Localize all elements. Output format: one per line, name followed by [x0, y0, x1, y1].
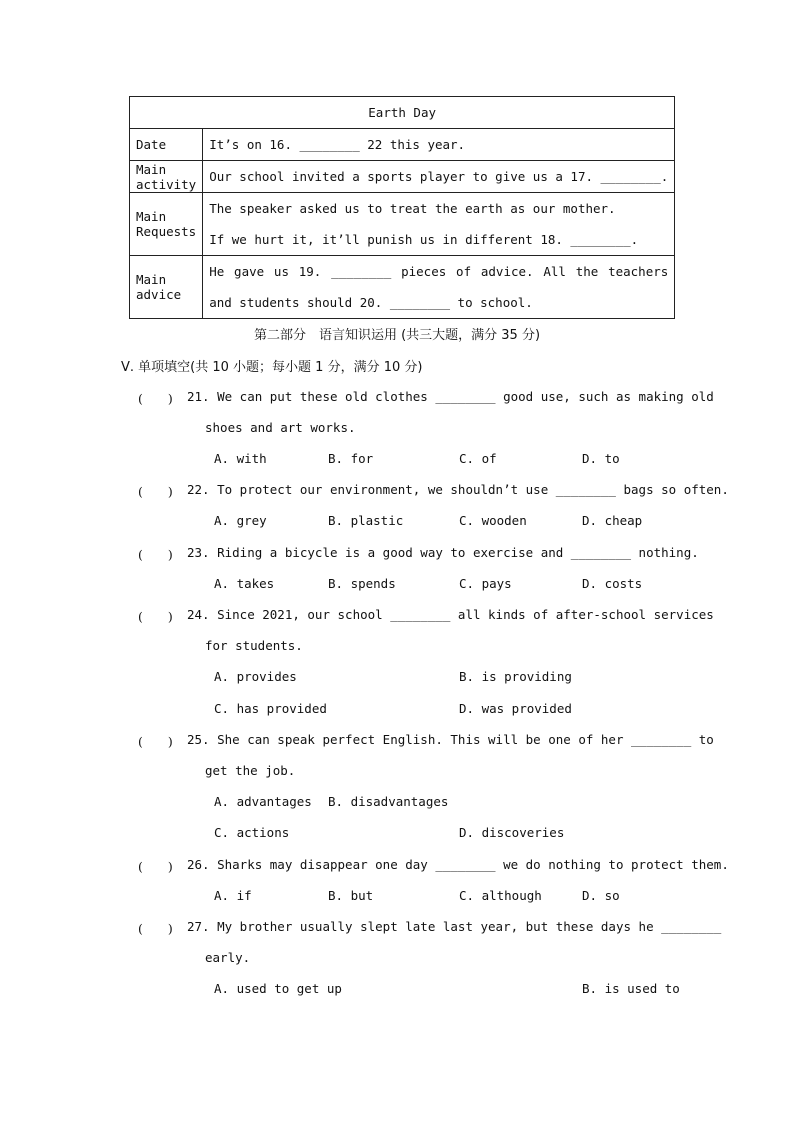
row-value-requests: The speaker asked us to treat the earth as our mother. If we hurt it, it’ll punish us in different 18. ________. [203, 193, 675, 256]
option-a[interactable]: A. advantages [214, 794, 312, 809]
option-b[interactable]: B. spends [328, 576, 396, 591]
row-value-date: It’s on 16. ________ 22 this year. [203, 129, 675, 161]
option-d[interactable]: D. discoveries [459, 825, 565, 840]
option-a[interactable]: A. used to get up [214, 981, 342, 996]
option-a[interactable]: A. grey [214, 513, 267, 528]
question-text-cont: early. [205, 950, 251, 965]
option-b[interactable]: B. disadvantages [328, 794, 449, 809]
row-key-date: Date [130, 129, 203, 161]
row-key-requests: Main Requests [130, 193, 203, 256]
answer-blank[interactable]: ( ) [138, 391, 173, 406]
option-b[interactable]: B. but [328, 888, 374, 903]
answer-blank[interactable]: ( ) [138, 859, 173, 874]
question-text-cont: get the job. [205, 763, 296, 778]
option-b[interactable]: B. plastic [328, 513, 404, 528]
answer-blank[interactable]: ( ) [138, 609, 173, 624]
option-d[interactable]: D. cheap [582, 513, 643, 528]
row-key-advice: Main advice [130, 256, 203, 319]
answer-blank[interactable]: ( ) [138, 921, 173, 936]
option-b[interactable]: B. is used to [582, 981, 680, 996]
option-d[interactable]: D. costs [582, 576, 643, 591]
question-text: 26. Sharks may disappear one day ________ we do nothing to protect them. [187, 857, 729, 872]
answer-blank[interactable]: ( ) [138, 484, 173, 499]
part-title: Ⅴ. 单项填空(共 10 小题；每小题 1 分，满分 10 分) [121, 360, 423, 375]
question-text: 24. Since 2021, our school ________ all kinds of after-school services [187, 607, 714, 622]
option-c[interactable]: C. actions [214, 825, 290, 840]
question-text: 27. My brother usually slept late last year, but these days he ________ [187, 919, 722, 934]
answer-blank[interactable]: ( ) [138, 547, 173, 562]
option-c[interactable]: C. pays [459, 576, 512, 591]
option-c[interactable]: C. although [459, 888, 542, 903]
question-text: 25. She can speak perfect English. This will be one of her ________ to [187, 732, 714, 747]
option-d[interactable]: D. so [582, 888, 620, 903]
question-text-cont: shoes and art works. [205, 420, 356, 435]
option-b[interactable]: B. for [328, 451, 374, 466]
question-text: 22. To protect our environment, we shouldn’t use ________ bags so often. [187, 482, 729, 497]
option-a[interactable]: A. takes [214, 576, 275, 591]
answer-blank[interactable]: ( ) [138, 734, 173, 749]
earth-day-table [129, 96, 675, 319]
row-value-advice: He gave us 19. ________ pieces of advice. All the teachers and students should 20. ________ to school. [203, 256, 675, 319]
option-a[interactable]: A. if [214, 888, 252, 903]
question-text-cont: for students. [205, 638, 303, 653]
option-c[interactable]: C. has provided [214, 701, 327, 716]
question-text: 23. Riding a bicycle is a good way to exercise and ________ nothing. [187, 545, 699, 560]
question-text: 21. We can put these old clothes ________ good use, such as making old [187, 389, 714, 404]
section-title: 第二部分 语言知识运用 (共三大题，满分 35 分) [253, 328, 541, 343]
option-a[interactable]: A. with [214, 451, 267, 466]
option-a[interactable]: A. provides [214, 669, 297, 684]
table-title: Earth Day [130, 97, 675, 129]
row-value-activity: Our school invited a sports player to give us a 17. ________. [203, 161, 675, 193]
option-b[interactable]: B. is providing [459, 669, 572, 684]
row-key-activity: Main activity [130, 161, 203, 193]
option-d[interactable]: D. to [582, 451, 620, 466]
option-d[interactable]: D. was provided [459, 701, 572, 716]
option-c[interactable]: C. of [459, 451, 497, 466]
option-c[interactable]: C. wooden [459, 513, 527, 528]
